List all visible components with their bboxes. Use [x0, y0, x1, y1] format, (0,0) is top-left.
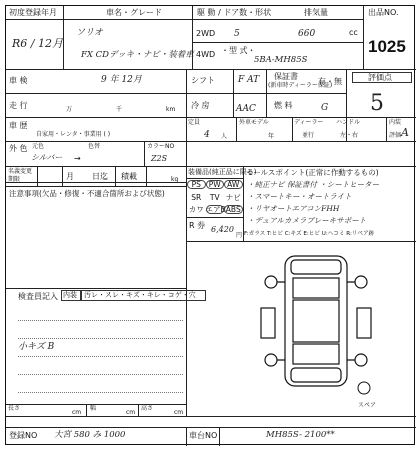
inspector-interior-items: 汚レ・スレ・キズ・キレ・コゲ・穴 — [84, 291, 196, 299]
history-options: 自家用・レンタ・事業用 ( ) — [36, 131, 111, 138]
chassis-no-label: 車台NO — [189, 431, 218, 440]
width-label: 幅 — [90, 405, 97, 412]
handle-value: 左・右 — [340, 132, 359, 139]
grade-points-value: 5 — [370, 91, 384, 116]
import-year-label: 年 — [268, 133, 275, 140]
mileage-unit-sen: 千 — [116, 106, 123, 113]
inspector-label: 検査員記入 — [18, 292, 58, 301]
dealer-value: 並行 — [302, 132, 315, 139]
chassis-no-value: MH85S- 2100** — [266, 430, 335, 440]
warranty-label: 保証書 — [274, 72, 298, 81]
current-color-label: 色替 — [88, 143, 101, 150]
capacity-value: 4 — [204, 130, 210, 140]
model-value: 5BA-MH85S — [254, 55, 308, 65]
day-label: 日迄 — [92, 172, 108, 181]
drive-2wd-label: 2WD — [196, 29, 216, 38]
first-registration-value: R6 / 12月 — [12, 37, 63, 50]
dealer-label: ディーラー — [294, 119, 324, 126]
import-model-label: 外車モデル — [239, 119, 269, 126]
exterior-color-label: 外 色 — [9, 144, 28, 153]
displacement-value: 660 — [298, 29, 316, 39]
interior-sub-label: 評価 — [389, 132, 402, 139]
registration-change-label: 名義変更 — [8, 168, 33, 175]
shaken-label: 車 検 — [9, 76, 28, 85]
month-label: 月 — [66, 172, 74, 181]
sales-point-4: ・デュアルカメラブレーキサポート — [247, 216, 367, 225]
equipment-item: AW — [224, 180, 243, 189]
fuel-label: 燃 料 — [274, 101, 293, 110]
warranty-value: 有・無 — [318, 77, 342, 86]
car-grade-label: 車名・グレード — [106, 8, 162, 17]
equipment-item: カワ — [188, 205, 204, 214]
color-arrow: → — [74, 154, 81, 163]
reg-no-label: 登録NO — [9, 431, 38, 440]
aircon-label: 冷 房 — [191, 101, 210, 110]
exhibit-number: 1025 — [368, 37, 406, 56]
equipment-item: PW — [206, 180, 225, 189]
length-label: 長さ — [8, 405, 21, 412]
color-code-value: Z2S — [151, 154, 168, 163]
load-label: 積載 — [121, 172, 137, 181]
sales-point-3: ・リヤオートエアコンFHH — [247, 204, 340, 213]
equipment-title: 装備品(純正品に限る) — [188, 168, 257, 176]
sales-points-title: セールスポイント(正常に作動するもの) — [246, 168, 379, 177]
shaken-value: 9 年 12月 — [101, 75, 142, 85]
interior-label: 内装 — [389, 119, 402, 126]
r-ticket-unit: 円 — [236, 232, 243, 239]
grade-value: FX CDデッキ・ナビ・装着車 — [81, 50, 194, 60]
fuel-value: G — [321, 103, 329, 113]
r-ticket-label: R 券 — [189, 221, 206, 230]
width-cm: cm — [126, 409, 136, 416]
caution-label: 注意事項(欠品・修復・不適合箇所および状態) — [9, 189, 165, 198]
capacity-label: 定員 — [188, 119, 201, 126]
damage-legend: F:ガラス T:ヒビ C:キズ E:ヒビ U:ヘコミ R:リペア跡 — [244, 231, 375, 237]
auction-inspection-sheet — [5, 5, 415, 445]
handle-label: ハンドル — [336, 119, 361, 126]
mileage-label: 走 行 — [9, 101, 28, 110]
original-color-label: 元色 — [32, 143, 45, 150]
equipment-item: ナビ — [225, 192, 241, 202]
equipment-item: エアB — [205, 205, 226, 214]
aircon-value: AAC — [236, 104, 256, 114]
period-label: 期限 — [8, 176, 21, 183]
equipment-item: TV — [209, 192, 220, 202]
length-cm: cm — [72, 409, 82, 416]
inspector-note: 小キズ B — [18, 342, 55, 352]
height-label: 高さ — [141, 405, 154, 412]
color-code-label: カラーNO — [147, 143, 175, 150]
equipment-item: ABS — [225, 205, 241, 214]
sales-point-2: ・スマートキー・オートライト — [247, 192, 352, 201]
exhibit-no-label: 出品NO. — [368, 8, 399, 17]
car-damage-diagram — [251, 248, 381, 400]
warranty-sub-label: (新車時ディーラー保証) — [268, 82, 333, 89]
inspector-interior-tag: 内装 — [63, 291, 77, 299]
sales-point-1: ・純正ナビ 保証書付 ・シートヒーター — [247, 180, 379, 189]
r-ticket-value: 6,420 — [211, 225, 234, 234]
grade-points-label: 評価点 — [368, 73, 392, 82]
cc-unit: cc — [349, 28, 358, 37]
car-name-value: ソリオ — [76, 28, 103, 38]
first-registration-label: 初度登録年月 — [9, 8, 57, 17]
mileage-unit-man: 万 — [66, 106, 73, 113]
reg-no-value: 大宮 580 み 1000 — [54, 430, 126, 440]
displacement-label: 排気量 — [304, 8, 328, 17]
drive-4wd-label: 4WD — [196, 50, 216, 59]
shift-label: シフト — [191, 76, 215, 85]
kg-label: kg — [171, 176, 179, 183]
equipment-item: SR — [191, 192, 202, 202]
color-value: シルバー — [31, 153, 63, 162]
model-label: ・型 式・ — [221, 46, 256, 55]
mileage-unit-km: km — [166, 106, 176, 113]
history-label: 車 歴 — [9, 121, 28, 130]
height-cm: cm — [174, 409, 184, 416]
interior-value: A — [401, 126, 409, 139]
equipment-item: PS — [187, 180, 206, 189]
door-count-value: 5 — [234, 29, 240, 39]
spare-tire-label: スペア — [358, 402, 377, 409]
shift-value: F AT — [238, 75, 260, 85]
capacity-unit: 人 — [221, 133, 228, 140]
drive-door-label: 駆 動 / ドア数・形状 — [197, 8, 272, 17]
